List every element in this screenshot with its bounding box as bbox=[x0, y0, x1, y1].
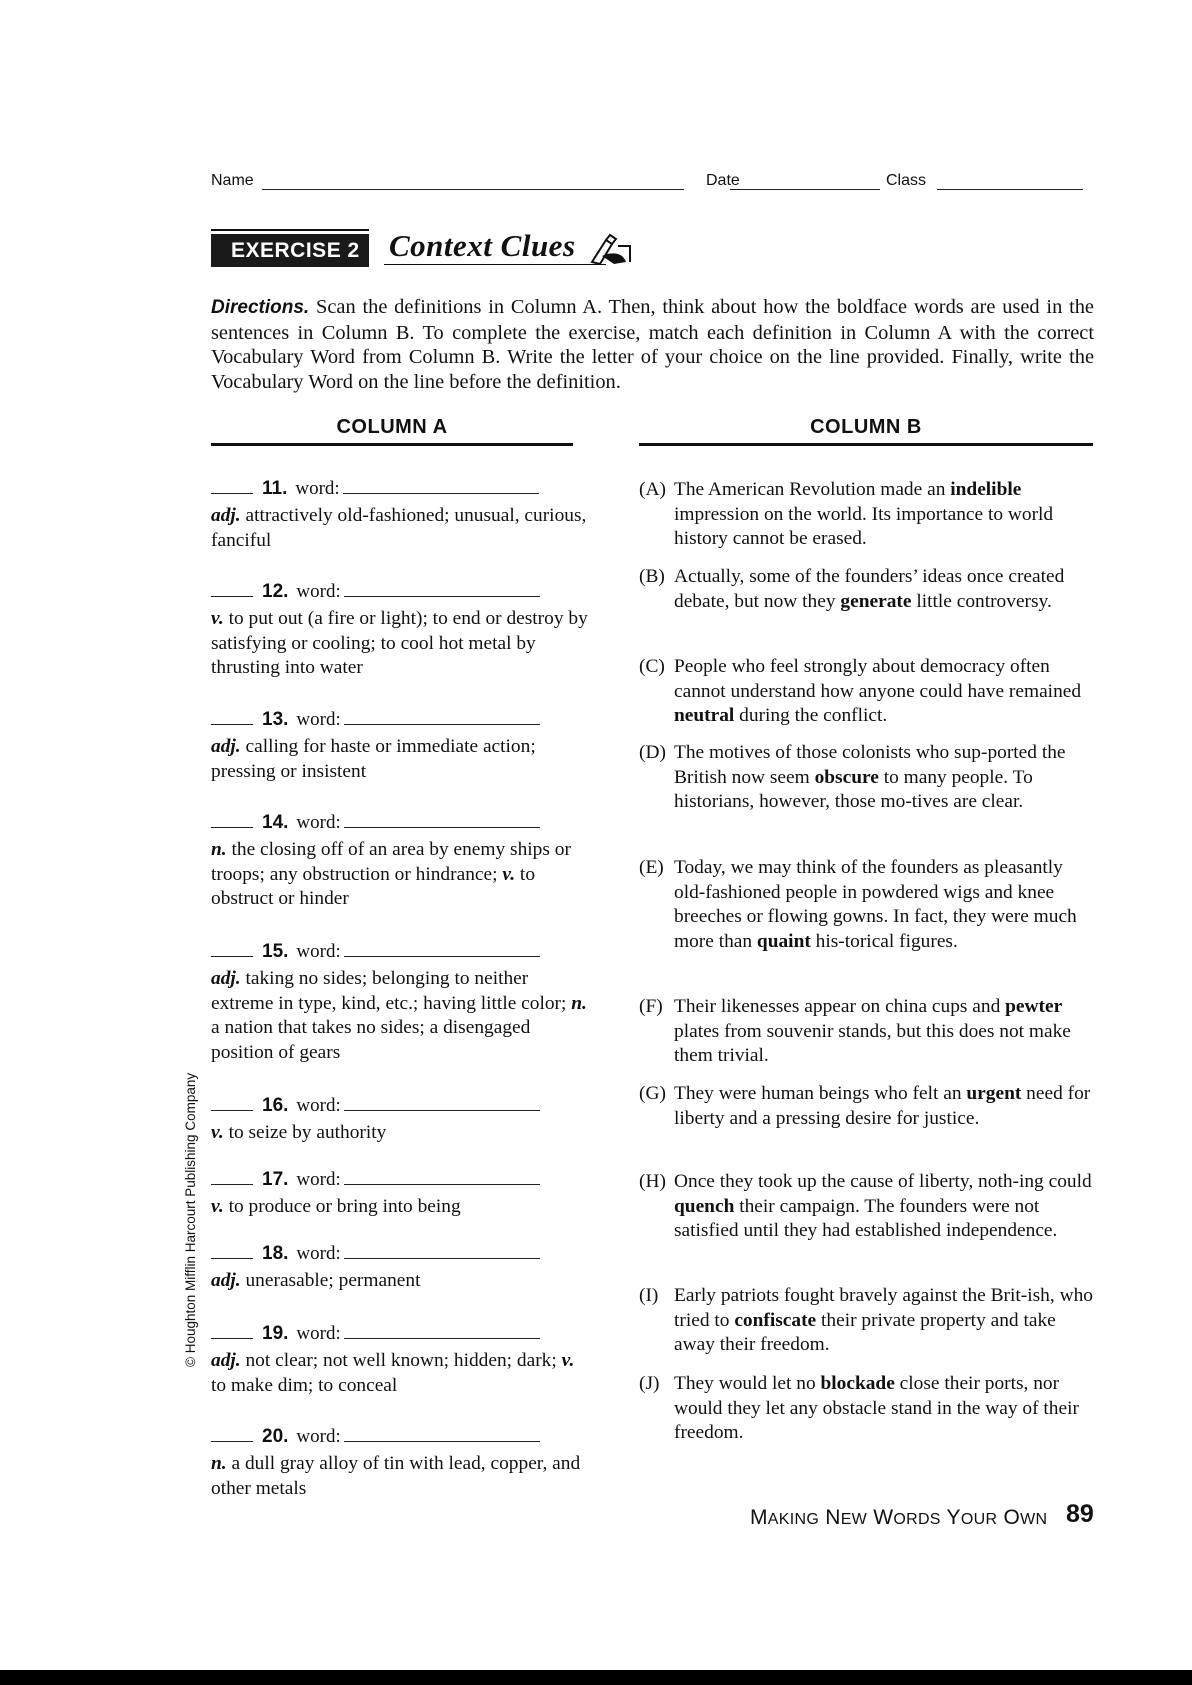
definition-run: unerasable; permanent bbox=[240, 1270, 421, 1291]
sentence-run: impression on the world. Its importance to world history cannot be erased. bbox=[674, 503, 1054, 549]
column-b-sentence bbox=[639, 856, 1094, 954]
column-b-sentence bbox=[639, 1284, 1094, 1358]
definition-run: to produce or bring into being bbox=[223, 1196, 461, 1217]
directions-label: Directions. bbox=[211, 297, 310, 318]
item-number: 14. bbox=[262, 812, 289, 833]
sentence-text bbox=[674, 1170, 1094, 1244]
definition-run: the closing off of an area by enemy ships or troops; any obstruction or hindrance; bbox=[211, 839, 571, 885]
sentence-run: They would let no bbox=[674, 1373, 821, 1394]
sentence-letter: (B) bbox=[639, 566, 665, 587]
item-number: 15. bbox=[262, 941, 289, 962]
definition-run: calling for haste or immediate action; pressing or insistent bbox=[211, 736, 536, 782]
title-rest: OUR bbox=[960, 1511, 998, 1528]
definition-run: v. bbox=[211, 1122, 224, 1143]
definition-run: to seize by authority bbox=[223, 1122, 387, 1143]
sentence-run: their campaign. The founders were not satisfied until they had established independence. bbox=[674, 1195, 1058, 1241]
definition-run: adj. bbox=[211, 968, 241, 989]
title-underline bbox=[384, 264, 606, 265]
answer-letter-blank[interactable] bbox=[211, 1429, 253, 1442]
definition bbox=[211, 1269, 591, 1294]
definition bbox=[211, 1121, 591, 1146]
column-b-sentence bbox=[639, 655, 1094, 729]
vocabulary-word-blank[interactable] bbox=[344, 1326, 540, 1339]
class-field[interactable] bbox=[937, 189, 1083, 190]
answer-letter-blank[interactable] bbox=[211, 815, 253, 828]
item-header bbox=[211, 1094, 591, 1118]
answer-letter-blank[interactable] bbox=[211, 481, 253, 494]
item-header bbox=[211, 1242, 591, 1266]
answer-letter-blank[interactable] bbox=[211, 1246, 253, 1259]
sentence-run: People who feel strongly about democracy often cannot understand how anyone could have remained bbox=[674, 656, 1082, 702]
sentence-text bbox=[674, 1284, 1094, 1358]
word-label: word: bbox=[296, 1323, 341, 1344]
column-b-sentence bbox=[639, 565, 1094, 614]
definition-run: n. bbox=[211, 1453, 227, 1474]
item-number: 20. bbox=[262, 1426, 289, 1447]
definition-run: n. bbox=[571, 992, 587, 1014]
word-label: word: bbox=[296, 709, 341, 730]
definition-run: adj. bbox=[211, 736, 241, 757]
sentence-run: little controversy. bbox=[911, 590, 1052, 612]
column-a-item bbox=[211, 1322, 591, 1398]
vocabulary-word-blank[interactable] bbox=[344, 1429, 540, 1442]
title-rest: ORDS bbox=[893, 1511, 941, 1528]
column-b-sentence bbox=[639, 1170, 1094, 1244]
definition bbox=[211, 735, 591, 784]
title-cap: M bbox=[750, 1506, 768, 1529]
sentence-text bbox=[674, 565, 1094, 614]
copyright-credit: © Houghton Mifflin Harcourt Publishing Company bbox=[183, 1072, 198, 1367]
vocabulary-word: quench bbox=[674, 1195, 735, 1217]
vocabulary-word-blank[interactable] bbox=[344, 944, 540, 957]
definition-run: taking no sides; belonging to neither extreme in type, kind, etc.; having little color; bbox=[211, 968, 572, 1014]
definition-run: a nation that takes no sides; a disengaged position of gears bbox=[211, 1017, 531, 1063]
sentence-run: Once they took up the cause of liberty, noth-ing could bbox=[674, 1171, 1092, 1192]
word-label: word: bbox=[296, 941, 341, 962]
item-header bbox=[211, 580, 591, 604]
vocabulary-word-blank[interactable] bbox=[344, 1172, 540, 1185]
answer-letter-blank[interactable] bbox=[211, 944, 253, 957]
definition bbox=[211, 1452, 591, 1501]
title-rest: AKING bbox=[767, 1511, 820, 1528]
definition-run: v. bbox=[502, 863, 516, 885]
banner-rule bbox=[211, 229, 369, 231]
definition-run: adj. bbox=[211, 1350, 241, 1371]
item-header bbox=[211, 811, 591, 835]
sentence-run: close their ports, nor would they let any obstacle stand in the way of their freedom. bbox=[674, 1373, 1079, 1443]
sentence-letter: (H) bbox=[639, 1171, 666, 1192]
title-cap: O bbox=[1003, 1506, 1021, 1529]
vocabulary-word: neutral bbox=[674, 705, 735, 726]
vocabulary-word-blank[interactable] bbox=[344, 712, 540, 725]
sentence-run: They were human beings who felt an bbox=[674, 1083, 967, 1104]
item-header bbox=[211, 940, 591, 964]
definition-run: attractively old-fashioned; unusual, curious, fanciful bbox=[211, 505, 587, 551]
answer-letter-blank[interactable] bbox=[211, 584, 253, 597]
definition-run: to make dim; to conceal bbox=[211, 1374, 398, 1396]
vocabulary-word-blank[interactable] bbox=[344, 815, 540, 828]
sentence-run: their private property and take away their freedom. bbox=[674, 1309, 1056, 1355]
vocabulary-word: blockade bbox=[820, 1373, 895, 1394]
column-a-item bbox=[211, 477, 591, 553]
column-b-sentence bbox=[639, 478, 1094, 552]
page-number: 89 bbox=[1066, 1500, 1094, 1528]
sentence-letter: (F) bbox=[639, 996, 663, 1017]
definition-run: not clear; not well known; hidden; dark; bbox=[240, 1350, 562, 1371]
sentence-letter: (J) bbox=[639, 1373, 660, 1394]
item-number: 18. bbox=[262, 1243, 289, 1264]
definition-run: to obstruct or hinder bbox=[211, 863, 536, 909]
definition bbox=[211, 607, 591, 681]
word-label: word: bbox=[295, 478, 340, 499]
name-label: Name bbox=[211, 172, 254, 189]
column-b-sentence bbox=[639, 995, 1094, 1069]
vocabulary-word: pewter bbox=[1005, 996, 1063, 1017]
column-a-item bbox=[211, 811, 591, 912]
sentence-letter: (D) bbox=[639, 742, 666, 763]
column-a-heading: COLUMN A bbox=[336, 416, 448, 438]
sentence-letter: (C) bbox=[639, 656, 665, 677]
sentence-letter: (E) bbox=[639, 857, 664, 878]
definition bbox=[211, 838, 591, 912]
column-a-item bbox=[211, 1094, 591, 1146]
sentence-run: The American Revolution made an bbox=[674, 479, 951, 500]
title-cap: W bbox=[873, 1506, 894, 1529]
class-label: Class bbox=[886, 172, 927, 189]
item-header bbox=[211, 477, 591, 501]
definition bbox=[211, 1349, 591, 1398]
vocabulary-word: indelible bbox=[950, 479, 1022, 500]
title-rest: WN bbox=[1020, 1511, 1048, 1528]
answer-letter-blank[interactable] bbox=[211, 1098, 253, 1111]
sentence-run: Today, we may think of the founders as pleasantly old-fashioned people in powdered wigs and knee breeches or flowing gowns. In fact, they were much more than bbox=[674, 857, 1077, 952]
directions-text: Scan the definitions in Column A. Then, think about how the boldface words are used in the sentences in Column B. To complete the exercise, match each definition in Column A with the correct Vocabulary Word from Column B. Write the letter of your choice on the line provided. Finally, write the Vocabulary Word on the line before the definition. bbox=[211, 296, 1094, 393]
item-header bbox=[211, 1322, 591, 1346]
sentence-text bbox=[674, 1372, 1094, 1446]
column-a-item bbox=[211, 708, 591, 784]
word-label: word: bbox=[296, 581, 341, 602]
sentence-text bbox=[674, 856, 1094, 954]
name-field[interactable] bbox=[262, 189, 684, 190]
item-header bbox=[211, 1425, 591, 1449]
sentence-run: Actually, some of the founders’ ideas once created debate, but now they bbox=[674, 566, 1065, 612]
item-number: 19. bbox=[262, 1323, 289, 1344]
sentence-letter: (I) bbox=[639, 1285, 659, 1306]
word-label: word: bbox=[296, 1243, 341, 1264]
word-label: word: bbox=[296, 1169, 341, 1190]
item-header bbox=[211, 708, 591, 732]
date-label: Date bbox=[706, 172, 740, 189]
sentence-letter: (A) bbox=[639, 479, 666, 500]
vocabulary-word: urgent bbox=[966, 1083, 1022, 1104]
column-a-item bbox=[211, 940, 591, 1065]
word-label: word: bbox=[296, 812, 341, 833]
item-number: 13. bbox=[262, 709, 289, 730]
exercise-label: EXERCISE 2 bbox=[211, 234, 369, 267]
definition-run: v. bbox=[211, 1196, 224, 1217]
date-field[interactable] bbox=[730, 189, 880, 190]
exercise-title: Context Clues bbox=[389, 228, 576, 263]
column-a-item bbox=[211, 1425, 591, 1501]
item-number: 16. bbox=[262, 1095, 289, 1116]
definition bbox=[211, 967, 591, 1065]
title-cap: N bbox=[825, 1506, 841, 1529]
writing-hand-icon bbox=[588, 232, 632, 268]
vocabulary-word: quaint bbox=[756, 930, 811, 952]
column-b-heading: COLUMN B bbox=[810, 416, 922, 438]
definition-run: n. bbox=[211, 839, 227, 860]
column-a-item bbox=[211, 580, 591, 681]
definition-run: to put out (a fire or light); to end or destroy by satisfying or cooling; to cool hot metal by thrusting into water bbox=[211, 608, 588, 678]
sentence-run: his-torical figures. bbox=[810, 930, 958, 952]
sentence-text bbox=[674, 741, 1094, 815]
answer-letter-blank[interactable] bbox=[211, 1172, 253, 1185]
answer-letter-blank[interactable] bbox=[211, 712, 253, 725]
column-a-item bbox=[211, 1242, 591, 1294]
item-number: 12. bbox=[262, 581, 289, 602]
vocabulary-word-blank[interactable] bbox=[343, 481, 539, 494]
word-label: word: bbox=[296, 1426, 341, 1447]
sentence-letter: (G) bbox=[639, 1083, 666, 1104]
sentence-text bbox=[674, 478, 1094, 552]
item-number: 11. bbox=[262, 478, 288, 499]
column-a-rule bbox=[211, 443, 573, 446]
column-b-rule bbox=[639, 443, 1093, 446]
definition-run: a dull gray alloy of tin with lead, copper, and other metals bbox=[211, 1453, 581, 1499]
definition-run: adj. bbox=[211, 505, 241, 526]
sentence-text bbox=[674, 1082, 1094, 1131]
column-b-sentence bbox=[639, 1082, 1094, 1131]
column-b-sentence bbox=[639, 741, 1094, 815]
sentence-run: need for liberty and a pressing desire for justice. bbox=[674, 1083, 1091, 1129]
item-number: 17. bbox=[262, 1169, 289, 1190]
definition-run: v. bbox=[211, 608, 224, 629]
sentence-text bbox=[674, 995, 1094, 1069]
directions bbox=[211, 295, 1094, 394]
vocabulary-word-blank[interactable] bbox=[344, 1098, 540, 1111]
definition bbox=[211, 504, 591, 553]
definition-run: adj. bbox=[211, 1270, 241, 1291]
sentence-run: Early patriots fought bravely against the Brit-ish, who tried to bbox=[674, 1285, 1093, 1331]
vocabulary-word: confiscate bbox=[734, 1309, 817, 1331]
sentence-run: Their likenesses appear on china cups and bbox=[674, 996, 1006, 1017]
vocabulary-word: generate bbox=[840, 590, 912, 612]
sentence-run: plates from souvenir stands, but this does not make them trivial. bbox=[674, 1020, 1071, 1066]
definition-run: v. bbox=[561, 1350, 575, 1371]
vocabulary-word-blank[interactable] bbox=[344, 1246, 540, 1259]
sentence-run: to many people. To historians, however, those mo-tives are clear. bbox=[674, 766, 1033, 812]
book-title bbox=[750, 1506, 1047, 1530]
definition bbox=[211, 1195, 591, 1220]
word-label: word: bbox=[296, 1095, 341, 1116]
column-a-item bbox=[211, 1168, 591, 1220]
answer-letter-blank[interactable] bbox=[211, 1326, 253, 1339]
vocabulary-word-blank[interactable] bbox=[344, 584, 540, 597]
item-header bbox=[211, 1168, 591, 1192]
column-b-sentence bbox=[639, 1372, 1094, 1446]
vocabulary-word: obscure bbox=[814, 766, 879, 788]
scan-edge bbox=[0, 1670, 1192, 1685]
sentence-run: during the conflict. bbox=[734, 705, 888, 726]
title-cap: Y bbox=[946, 1506, 961, 1529]
sentence-text bbox=[674, 655, 1094, 729]
sentence-run: The motives of those colonists who sup-ported the British now seem bbox=[674, 742, 1066, 788]
title-rest: EW bbox=[840, 1511, 868, 1528]
